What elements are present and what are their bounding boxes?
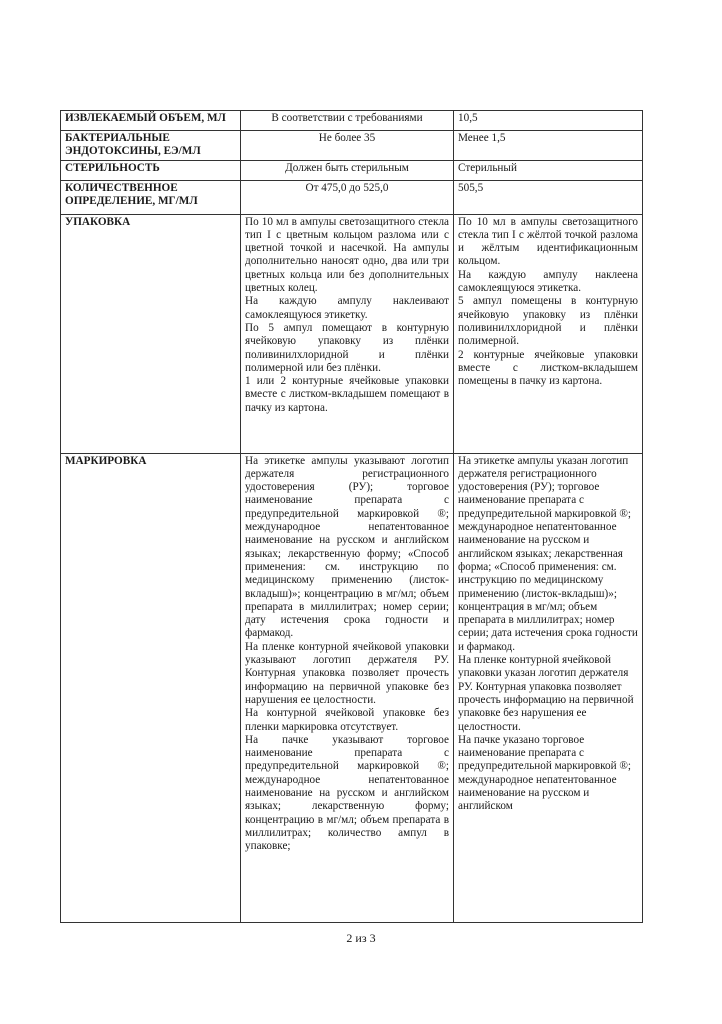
packaging-req-4: 1 или 2 контурные ячейковые упаковки вместе с листком-вкладышем помещают в пачку из картона.: [245, 375, 449, 414]
labeling-req-1: На этикетке ампулы указывают логотип держателя регистрационного удостоверения (РУ); торговое наименование препарата с предупредительной маркировкой ®; международное непатентованное наименование на русском и английском языках; лекарственную форму; «Способ применения: см. инструкцию по медицинскому применению (листок-вкладыш)»; концентрацию в мг/мл; объем препарата в миллилитрах; номер серии; дату истечения срока годности и фармакод.: [245, 454, 449, 640]
labeling-req-3: На контурной ячейковой упаковке без пленки маркировка отсутствует.: [245, 707, 449, 733]
packaging-res-2: На каждую ампулу наклеена самоклеящуюся этикетка.: [458, 268, 638, 295]
row-extractable-volume: [61, 111, 643, 131]
packaging-req-1: По 10 мл в ампулы светозащитного стекла тип I с цветным кольцом разлома или с цветной точкой и насечкой. На ампулы дополнительно наносят одно, два или три цветных кольца или без дополнительных цветных колец.: [245, 215, 449, 295]
row-requirement: Не более 35: [241, 131, 454, 161]
row-result: Стерильный: [454, 160, 643, 180]
labeling-res-2: На пленке контурной ячейковой упаковки указан логотип держателя РУ. Контурная упаковка позволяет прочесть информацию на первичной упаковке без нарушения ее целостности.: [458, 654, 634, 733]
row-name: МАРКИРОВКА: [61, 453, 241, 922]
row-requirement: Должен быть стерильным: [241, 160, 454, 180]
labeling-req-2: На пленке контурной ячейковой упаковки указывают логотип держателя РУ. Контурная упаковка позволяет прочесть информацию на первичной упаковке без нарушения ее целостности.: [245, 640, 449, 706]
row-sterility: [61, 160, 643, 180]
row-result: 10,5: [454, 111, 643, 131]
row-name: БАКТЕРИАЛЬНЫЕ ЭНДОТОКСИНЫ, ЕЭ/МЛ: [61, 131, 241, 161]
row-result: Менее 1,5: [454, 131, 643, 161]
labeling-req-4: На пачке указывают торговое наименование препарата с предупредительной маркировкой ®; международное непатентованное наименование на русском и английском языках; лекарственную форму; концентрацию в мг/мл; объем препарата в миллилитрах; количество ампул в упаковке;: [245, 733, 449, 853]
row-name: КОЛИЧЕСТВЕННОЕ ОПРЕДЕЛЕНИЕ, МГ/МЛ: [61, 180, 241, 214]
labeling-res-1: На этикетке ампулы указан логотип держателя регистрационного удостоверения (РУ); торговое наименование препарата с предупредительной маркировкой ®; международное непатентованное наименование на русском и английском языках; лекарственная форма; «Способ применения: см. инструкцию по медицинскому применению (листок-вкладыш)»; концентрация в мг/мл; объем препарата в миллилитрах; номер серии; дата истечения срока годности и фармакод.: [458, 454, 638, 653]
row-name: УПАКОВКА: [61, 214, 241, 453]
row-requirement: [241, 453, 454, 922]
row-labeling: [61, 453, 643, 922]
row-name: СТЕРИЛЬНОСТЬ: [61, 160, 241, 180]
page-number: 2 из 3: [346, 931, 376, 945]
row-result: [454, 214, 643, 453]
row-assay: [61, 180, 643, 214]
row-packaging: [61, 214, 643, 453]
labeling-res-3: На пачке указано торговое наименование препарата с предупредительной маркировкой ®; международное непатентованное наименование на русском и английском: [458, 733, 631, 813]
row-requirement: [241, 214, 454, 453]
row-name: ИЗВЛЕКАЕМЫЙ ОБЪЕМ, МЛ: [61, 111, 241, 131]
packaging-res-4: 2 контурные ячейковые упаковки вместе с листком-вкладышем помещены в пачку из картона.: [458, 348, 638, 388]
specification-table: [60, 110, 643, 923]
row-requirement: От 475,0 до 525,0: [241, 180, 454, 214]
packaging-res-3: 5 ампул помещены в контурную ячейковую упаковку из плёнки поливинилхлоридной и плёнки полимерной.: [458, 295, 638, 348]
packaging-res-1: По 10 мл в ампулы светозащитного стекла тип I с жёлтой точкой разлома и жёлтым идентификационным кольцом.: [458, 215, 638, 268]
packaging-req-3: По 5 ампул помещают в контурную ячейковую упаковку из плёнки поливинилхлоридной и плёнки полимерной или без плёнки.: [245, 321, 449, 374]
row-bacterial-endotoxins: [61, 131, 643, 161]
row-result: 505,5: [454, 180, 643, 214]
row-result: [454, 453, 643, 922]
row-requirement: В соответствии с требованиями: [241, 111, 454, 131]
packaging-req-2: На каждую ампулу наклеивают самоклеящуюся этикетку.: [245, 295, 449, 321]
